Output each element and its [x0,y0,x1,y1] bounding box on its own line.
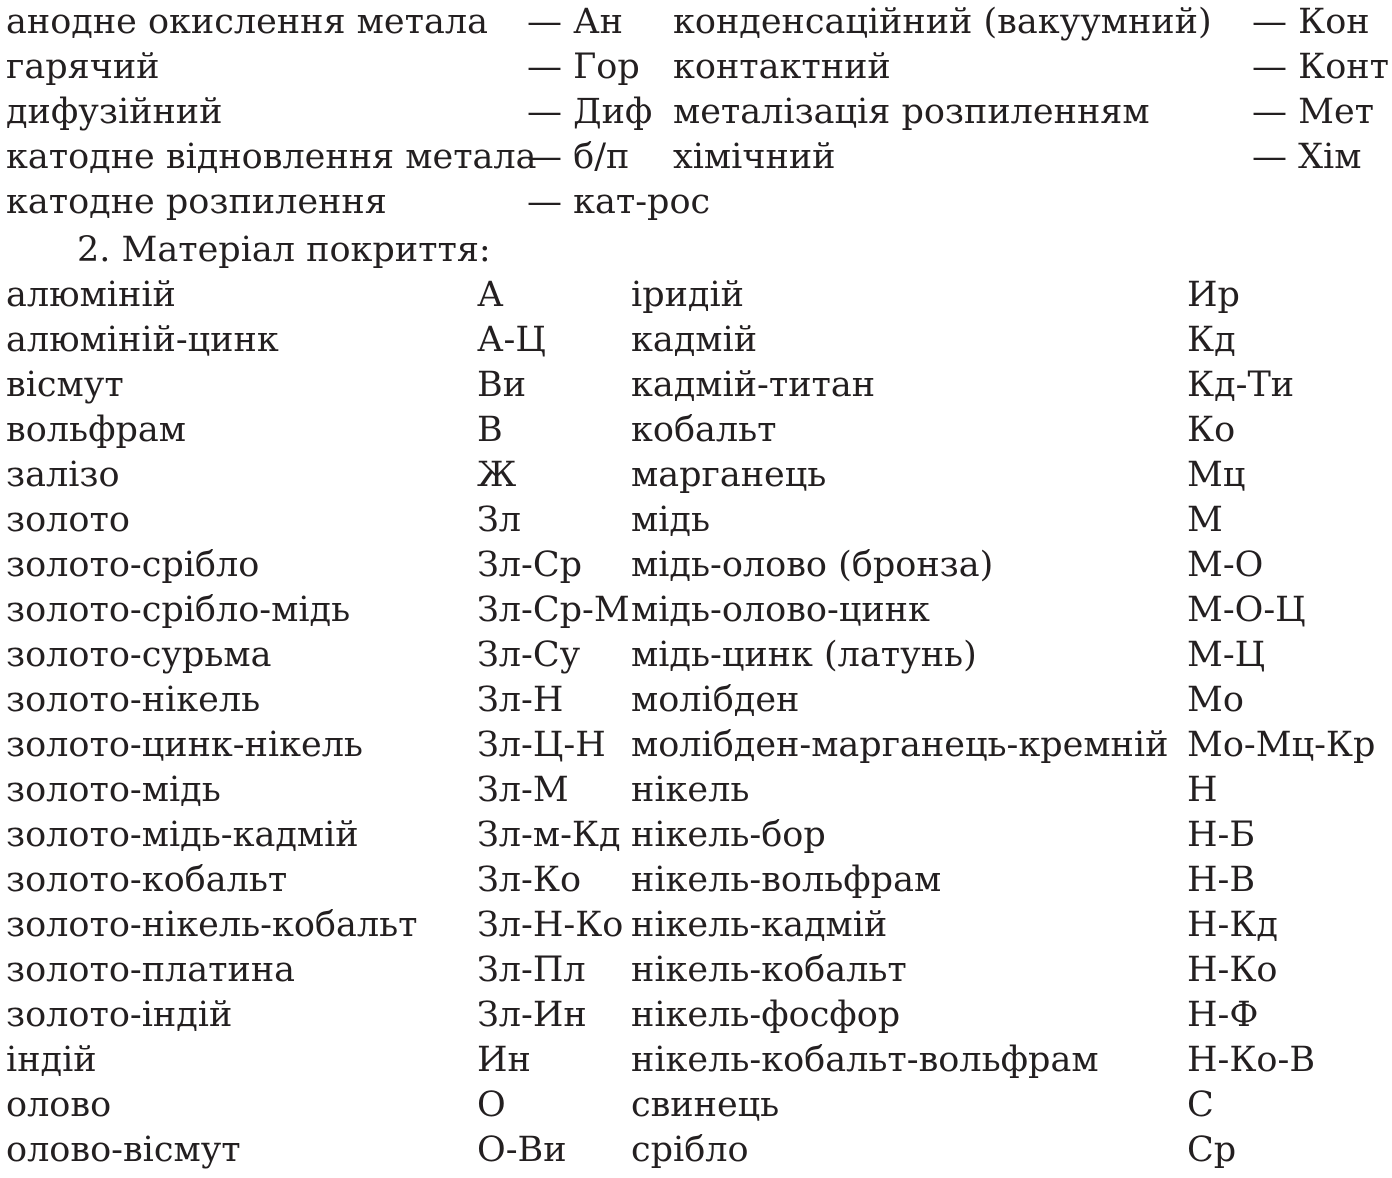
material-name: золото [6,500,130,540]
material-name: мідь-олово-цинк [631,590,930,630]
material-code: Ср [1187,1130,1237,1170]
material-code: Н-Ф [1187,995,1259,1035]
method-code: — Диф [527,92,653,132]
material-code: А [477,275,504,315]
material-name: срібло [631,1130,749,1170]
material-name: нікель-кобальт-вольфрам [631,1040,1099,1080]
method-name: анодне окислення метала [6,2,488,42]
material-name: кадмій [631,320,758,360]
material-name: нікель-фосфор [631,995,901,1035]
material-name: марганець [631,455,827,495]
material-row [0,318,1392,363]
material-code: Зл [477,500,522,540]
material-name: молібден [631,680,800,720]
method-name: металізація розпиленням [673,92,1150,132]
method-name: хімічний [673,137,836,177]
material-name: кобальт [631,410,777,450]
material-code: Мо-Мц-Кр [1187,725,1376,765]
material-name: золото-нікель-кобальт [6,905,418,945]
material-name: золото-цинк-нікель [6,725,363,765]
method-name: конденсаційний (вакуумний) [673,2,1212,42]
material-name: золото-сурьма [6,635,272,675]
material-row [0,408,1392,453]
material-code: Н-Ко [1187,950,1278,990]
method-code: — Гор [527,47,640,87]
material-code: А-Ц [477,320,546,360]
method-code: — б/п [527,137,630,177]
material-code: С [1187,1085,1214,1125]
method-row [0,135,1392,180]
material-name: золото-платина [6,950,296,990]
material-name: нікель-бор [631,815,826,855]
method-row [0,0,1392,45]
material-row [0,363,1392,408]
material-row [0,1038,1392,1083]
method-name: катодне розпилення [6,182,387,222]
material-row [0,1128,1392,1173]
method-name: дифузійний [6,92,223,132]
material-code: Ин [477,1040,531,1080]
material-code: Ир [1187,275,1240,315]
method-code: — кат-рос [527,182,711,222]
material-name: кадмій-титан [631,365,876,405]
material-name: олово [6,1085,112,1125]
method-code: — Мет [1252,92,1375,132]
material-name: нікель-вольфрам [631,860,942,900]
material-row [0,543,1392,588]
material-code: Н-Кд [1187,905,1278,945]
material-name: нікель [631,770,750,810]
method-row [0,45,1392,90]
material-code: Кд [1187,320,1236,360]
section-heading: 2. Матеріал покриття: [77,230,491,270]
material-code: Зл-Ц-Н [477,725,606,765]
material-name: алюміній-цинк [6,320,279,360]
material-name: вольфрам [6,410,186,450]
material-row [0,948,1392,993]
material-row [0,768,1392,813]
method-code: — Ан [527,2,623,42]
material-name: нікель-кадмій [631,905,888,945]
material-name: молібден-марганець-кремній [631,725,1169,765]
material-name: іридій [631,275,744,315]
material-name: золото-кобальт [6,860,288,900]
material-code: Зл-Ср [477,545,583,585]
material-row [0,498,1392,543]
material-name: алюміній [6,275,176,315]
material-code: Зл-Н [477,680,564,720]
material-row [0,588,1392,633]
material-row [0,633,1392,678]
material-name: мідь [631,500,711,540]
material-name: золото-індій [6,995,233,1035]
material-row [0,723,1392,768]
material-code: О-Ви [477,1130,567,1170]
material-code: Ви [477,365,527,405]
method-code: — Кон [1252,2,1370,42]
method-name: контактний [673,47,891,87]
material-name: золото-срібло-мідь [6,590,351,630]
material-name: мідь-цинк (латунь) [631,635,977,675]
material-code: Н [1187,770,1218,810]
method-name: катодне відновлення метала [6,137,537,177]
material-code: Зл-Ин [477,995,587,1035]
material-name: золото-мідь [6,770,221,810]
material-row [0,813,1392,858]
method-code: — Хім [1252,137,1362,177]
material-name: олово-вісмут [6,1130,241,1170]
method-row [0,180,1392,225]
material-code: Зл-Ко [477,860,582,900]
material-code: В [477,410,503,450]
material-code: Мц [1187,455,1246,495]
method-name: гарячий [6,47,160,87]
method-row [0,90,1392,135]
method-code: — Конт [1252,47,1389,87]
material-row [0,273,1392,318]
material-name: свинець [631,1085,780,1125]
material-code: О [477,1085,506,1125]
material-code: М-О-Ц [1187,590,1306,630]
material-code: М-Ц [1187,635,1266,675]
material-code: Ж [477,455,517,495]
material-row [0,453,1392,498]
material-code: Зл-Н-Ко [477,905,624,945]
material-name: вісмут [6,365,124,405]
material-code: Кд-Ти [1187,365,1295,405]
material-code: Мо [1187,680,1244,720]
material-code: М-О [1187,545,1264,585]
material-row [0,993,1392,1038]
material-code: Зл-Пл [477,950,586,990]
material-code: Н-В [1187,860,1256,900]
material-name: золото-мідь-кадмій [6,815,359,855]
material-name: індій [6,1040,97,1080]
material-code: Ко [1187,410,1236,450]
material-name: нікель-кобальт [631,950,907,990]
material-row [0,678,1392,723]
material-row [0,1083,1392,1128]
material-name: золото-срібло [6,545,260,585]
material-code: Зл-Ср-М [477,590,630,630]
material-code: Н-Ко-В [1187,1040,1316,1080]
material-code: Зл-м-Кд [477,815,621,855]
material-name: мідь-олово (бронза) [631,545,994,585]
material-code: Зл-М [477,770,569,810]
material-code: Н-Б [1187,815,1256,855]
material-code: М [1187,500,1223,540]
material-name: золото-нікель [6,680,261,720]
material-row [0,858,1392,903]
material-code: Зл-Су [477,635,581,675]
material-row [0,903,1392,948]
material-name: залізо [6,455,120,495]
